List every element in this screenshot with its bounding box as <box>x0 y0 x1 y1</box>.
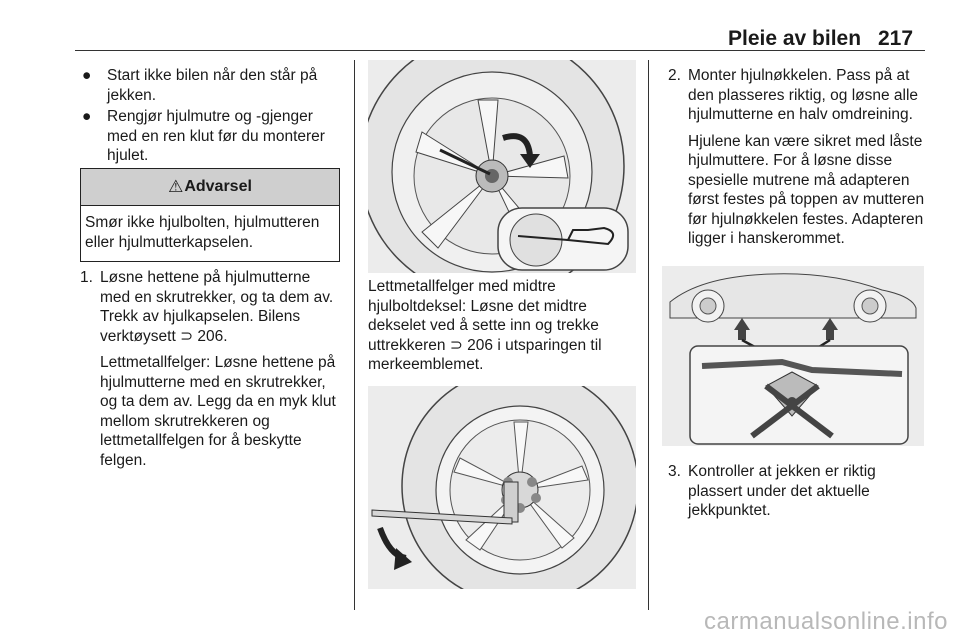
page-number: 217 <box>878 27 914 50</box>
step-text-2: Hjulene kan være sikret med låste hjulmuttere. For å løsne disse spesielle mutrene må adapteren først festes på toppen av mutteren før hjulnøkkelen festes. Adapteren ligger i hanskerommet. <box>688 132 925 247</box>
wheel-wrench-illustration <box>368 386 636 589</box>
warning-box <box>80 168 340 262</box>
figure-caption <box>368 277 640 375</box>
warning-title: Advarsel <box>184 178 252 195</box>
car-jack-illustration <box>662 266 924 446</box>
bullet-item <box>82 107 344 166</box>
bullet-item <box>82 66 344 105</box>
warning-text: Smør ikke hjulbolten, hjulmutteren eller hjulmutterkapselen. <box>85 214 320 251</box>
bullet-text: Rengjør hjulmutre og -gjenger med en ren klut før du monterer hjulet. <box>107 108 325 164</box>
bullet-dot: ● <box>82 108 92 125</box>
column-divider-right <box>648 60 649 610</box>
step-number: 2. <box>668 67 681 84</box>
bullet-text: Start ikke bilen når den står på jekken. <box>107 67 318 104</box>
step-number: 3. <box>668 463 681 480</box>
header-rule <box>75 50 925 51</box>
section-title: Pleie av bilen <box>728 27 862 50</box>
caption-text: Lettmetallfelger med midtre hjulboltdeksel: Løsne det midtre dekselet ved å sette inn og trekke uttrekkeren <box>368 278 599 354</box>
step-2 <box>668 66 930 249</box>
wheel-cap-illustration <box>368 60 636 273</box>
step-text: Monter hjulnøkkelen. Pass på at den plasseres riktig, og løsne alle hjulmutterne en halv omdreining. <box>688 67 919 123</box>
page-ref-icon: ⊃ <box>180 327 194 345</box>
step-text-2: Lettmetallfelger: Løsne hettene på hjulmutterne med en skrutrekker, og ta dem av. Legg da en myk klut mellom skrutrekkeren og lettmetallfelgen for å beskytte felgen. <box>100 354 336 469</box>
warning-icon: ⚠ <box>168 177 184 196</box>
step-number: 1. <box>80 269 93 286</box>
watermark: carmanualsonline.info <box>704 608 948 635</box>
page-ref-icon: ⊃ <box>449 336 463 354</box>
step-text: Kontroller at jekken er riktig plassert under det aktuelle jekkpunktet. <box>688 463 876 519</box>
page-ref: 206. <box>197 327 228 345</box>
column-divider-left <box>354 60 355 610</box>
step-text: Løsne hettene på hjulmutterne med en skrutrekker, og ta dem av. Trekk av hjulkapselen. Bilens verktøysett <box>100 269 334 345</box>
step-1 <box>80 268 342 470</box>
warning-header <box>81 169 339 206</box>
step-3 <box>668 462 930 521</box>
bullet-dot: ● <box>82 67 92 84</box>
caption-text-2: 206 i utsparingen til merkeemblemet. <box>368 336 602 373</box>
